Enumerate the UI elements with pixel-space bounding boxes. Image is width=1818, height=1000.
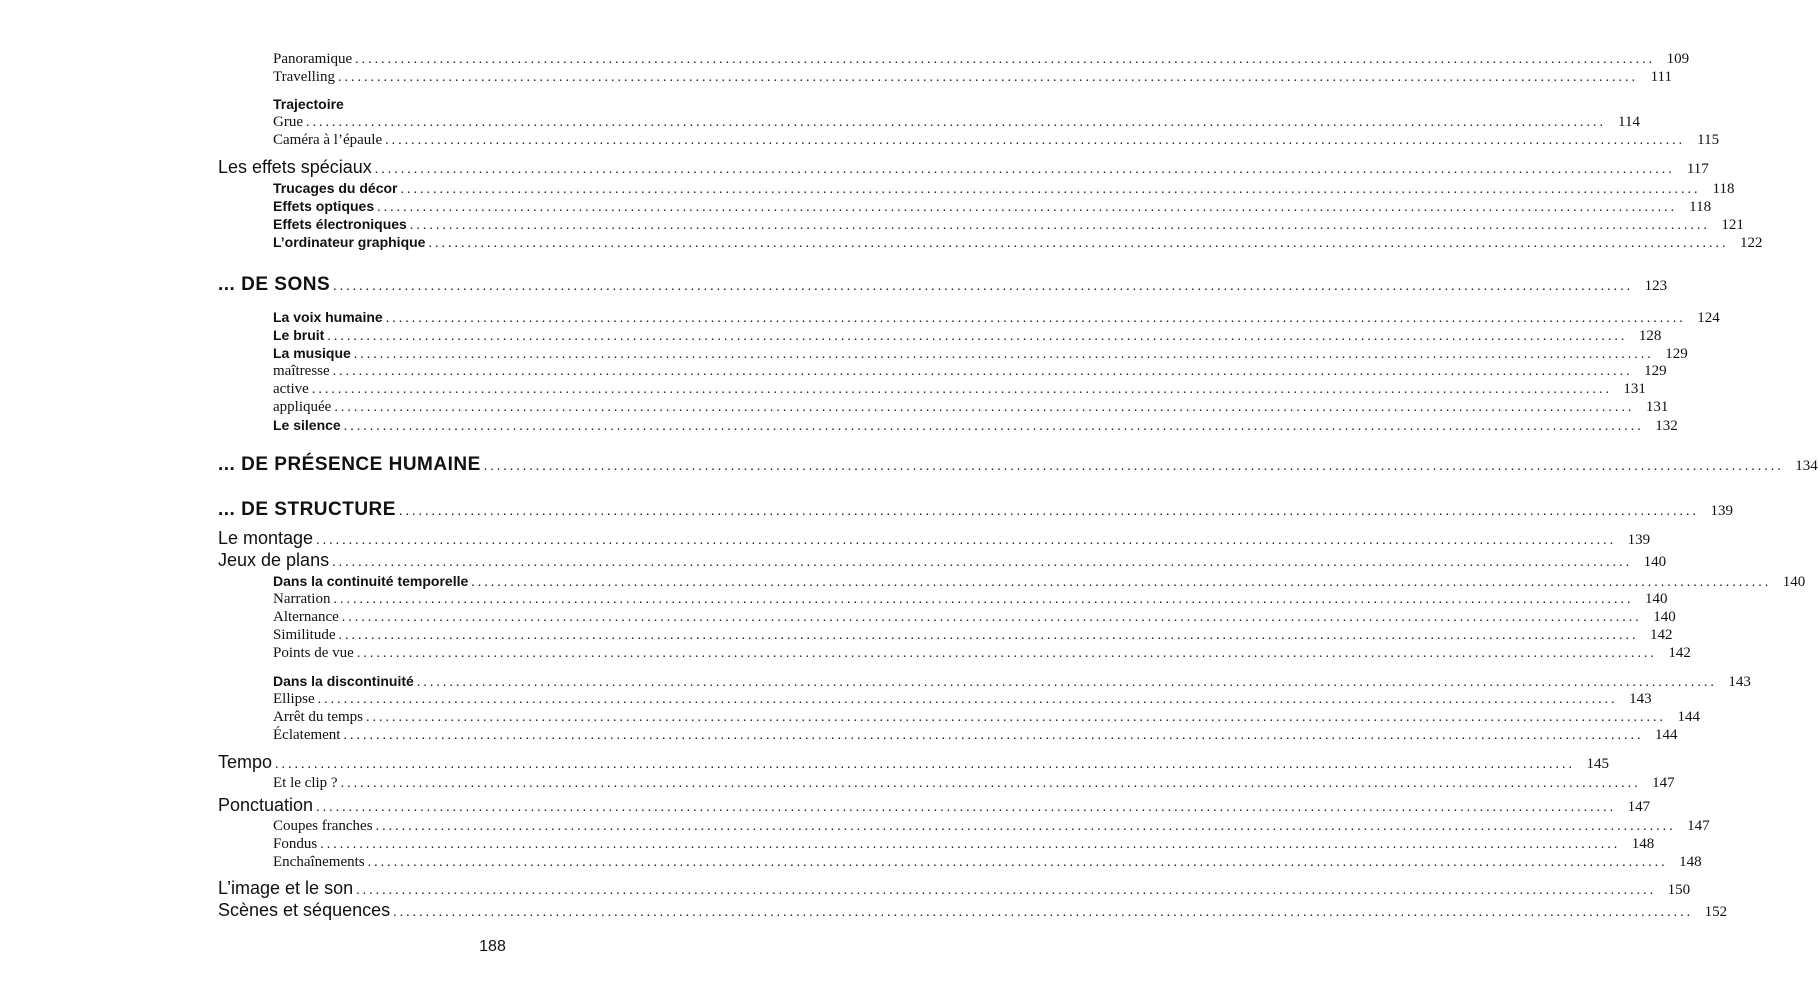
toc-dot-leader: ........................................................................................................................................................................................................ (375, 819, 1676, 834)
toc-dot-leader: ........................................................................................................................................................................................................ (316, 533, 1617, 548)
toc-entry-label: Caméra à l’épaule (273, 132, 383, 148)
toc-entry-page: 142 (1668, 645, 1691, 661)
toc-dot-leader: ........................................................................................................................................................................................................ (374, 162, 1675, 177)
toc-entry-label: Le silence (273, 417, 341, 433)
toc-entry (273, 818, 1710, 835)
toc-entry-page: 117 (1686, 161, 1709, 177)
toc-entry-page: 150 (1667, 882, 1691, 898)
toc-entry-page: 147 (1652, 775, 1675, 791)
toc-entry-label: Trajectoire (273, 96, 344, 112)
toc-entry-page: 147 (1627, 799, 1651, 815)
toc-entry (273, 345, 1688, 363)
toc-dot-leader: ........................................................................................................................................................................................................ (306, 115, 1606, 130)
toc-entry (273, 727, 1678, 744)
toc-dot-leader: ........................................................................................................................................................................................................ (416, 675, 1717, 690)
toc-entry-page: 145 (1586, 756, 1610, 772)
toc-entry-page: 139 (1710, 503, 1733, 519)
toc-entry-label: Grue (273, 114, 303, 130)
toc-entry-page: 115 (1697, 132, 1720, 148)
toc-dot-leader: ........................................................................................................................................................................................................ (471, 575, 1772, 590)
toc-entry (273, 327, 1662, 345)
toc-entry-page: 132 (1655, 418, 1678, 434)
toc-dot-leader: ........................................................................................................................................................................................................ (316, 800, 1617, 815)
toc-dot-leader: ........................................................................................................................................................................................................ (393, 905, 1694, 920)
toc-entry-page: 144 (1654, 727, 1678, 743)
toc-entry (273, 691, 1652, 708)
toc-entry-label: active (273, 381, 309, 397)
toc-dot-leader: ........................................................................................................................................................................................................ (398, 504, 1699, 519)
toc-entry-label: Jeux de plans (218, 550, 330, 570)
toc-entry-label: Arrêt du temps (273, 709, 363, 725)
toc-entry (273, 69, 1672, 86)
toc-entry-page: 142 (1650, 627, 1673, 643)
toc-entry (273, 180, 1735, 198)
toc-entry (273, 836, 1655, 853)
toc-entry-page: 124 (1697, 310, 1720, 326)
toc-entry-page: 118 (1712, 181, 1735, 197)
toc-dot-leader: ........................................................................................................................................................................................................ (338, 628, 1639, 643)
toc-entry-label: appliquée (273, 399, 332, 415)
toc-entry-page: 121 (1721, 217, 1744, 233)
toc-entry-page: 140 (1643, 554, 1667, 570)
toc-entry (218, 157, 1709, 178)
toc-entry-page: 147 (1687, 818, 1710, 834)
toc-entry (218, 900, 1728, 921)
toc-entry-label: Ellipse (273, 691, 315, 707)
toc-entry-label: Alternance (273, 609, 339, 625)
toc-entry-label: Scènes et séquences (218, 900, 391, 920)
toc-entry-page: 109 (1666, 51, 1690, 67)
toc-entry (218, 499, 1733, 521)
toc-entry (273, 627, 1673, 644)
toc-entry-label: Éclatement (273, 727, 341, 743)
toc-entry-label: Fondus (273, 836, 318, 852)
toc-entry (273, 114, 1640, 131)
toc-entry (218, 550, 1667, 571)
toc-dot-leader: ........................................................................................................................................................................................................ (343, 419, 1644, 434)
toc-entry (273, 216, 1744, 234)
toc-entry-page: 114 (1618, 114, 1640, 130)
toc-dot-leader: ........................................................................................................................................................................................................ (483, 459, 1784, 474)
toc-entry-label: Narration (273, 591, 331, 607)
toc-entry-page: 134 (1795, 458, 1818, 474)
toc-dot-leader: ........................................................................................................................................................................................................ (355, 52, 1656, 67)
toc-dot-leader: ........................................................................................................................................................................................................ (332, 364, 1633, 379)
toc-dot-leader: ........................................................................................................................................................................................................ (327, 329, 1628, 344)
toc-entry-page: 143 (1629, 691, 1652, 707)
toc-entry-page: 129 (1644, 363, 1667, 379)
toc-entry (218, 528, 1651, 549)
toc-entry (273, 132, 1720, 149)
toc-entry (218, 878, 1691, 899)
toc-dot-leader: ........................................................................................................................................................................................................ (385, 133, 1686, 148)
toc-dot-leader: ........................................................................................................................................................................................................ (334, 400, 1635, 415)
toc-dot-leader: ........................................................................................................................................................................................................ (365, 710, 1666, 725)
toc-entry-label: Travelling (273, 69, 335, 85)
toc-entry (273, 417, 1678, 435)
toc-entry (218, 752, 1610, 773)
toc-dot-leader: ........................................................................................................................................................................................................ (400, 182, 1701, 197)
toc-entry-label: Points de vue (273, 645, 354, 661)
toc-entry-page: 131 (1623, 381, 1646, 397)
toc-dot-leader: ........................................................................................................................................................................................................ (377, 200, 1678, 215)
toc-entry (273, 399, 1669, 416)
toc-dot-leader: ........................................................................................................................................................................................................ (367, 855, 1668, 870)
toc-entry-page: 143 (1728, 674, 1751, 690)
toc-entry-page: 148 (1631, 836, 1655, 852)
toc-entry (273, 234, 1763, 252)
toc-dot-leader: ........................................................................................................................................................................................................ (332, 555, 1633, 570)
toc-entry-page: 140 (1782, 574, 1806, 590)
toc-entry (218, 274, 1668, 296)
toc-entry-label: Dans la continuité temporelle (273, 573, 469, 589)
toc-entry-page: 111 (1650, 69, 1672, 85)
toc-entry-label: Le bruit (273, 327, 325, 343)
toc-entry-label: Coupes franches (273, 818, 373, 834)
toc-dot-leader: ........................................................................................................................................................................................................ (311, 382, 1612, 397)
toc-entry-label: La voix humaine (273, 309, 383, 325)
toc-entry (273, 198, 1712, 216)
toc-entry (273, 51, 1690, 68)
toc-entry-label: ... DE SONS (218, 274, 331, 295)
toc-entry-label: Enchaînements (273, 854, 365, 870)
toc-dot-leader: ........................................................................................................................................................................................................ (356, 646, 1657, 661)
toc-dot-leader: ........................................................................................................................................................................................................ (337, 70, 1638, 85)
toc-entry-label: L’ordinateur graphique (273, 234, 426, 250)
toc-entry-page: 129 (1665, 346, 1688, 362)
toc-entry (273, 854, 1702, 871)
toc-entry-label: Effets électroniques (273, 216, 407, 232)
toc-entry-label: maîtresse (273, 363, 330, 379)
toc-entry-label: Trucages du décor (273, 180, 398, 196)
toc-entry (218, 454, 1818, 476)
toc-entry-label: Ponctuation (218, 795, 314, 815)
toc-entry-label: ... DE STRUCTURE (218, 499, 396, 520)
toc-entry (273, 591, 1668, 608)
toc-dot-leader: ........................................................................................................................................................................................................ (333, 279, 1634, 294)
toc-entry-page: 140 (1644, 591, 1668, 607)
toc-dot-leader: ........................................................................................................................................................................................................ (343, 728, 1644, 743)
toc-dot-leader: ........................................................................................................................................................................................................ (333, 592, 1634, 607)
toc-entry (218, 795, 1651, 816)
toc-entry (273, 573, 1806, 591)
toc-entry (273, 363, 1667, 380)
toc-entry-label: Similitude (273, 627, 336, 643)
toc-entry-label: Panoramique (273, 51, 353, 67)
toc-entry-page: 140 (1653, 609, 1676, 625)
toc-entry (273, 709, 1700, 726)
toc-dot-leader: ........................................................................................................................................................................................................ (353, 347, 1654, 362)
toc-dot-leader: ........................................................................................................................................................................................................ (317, 692, 1618, 707)
toc-entry-label: La musique (273, 345, 351, 361)
page-number: 188 (479, 938, 506, 955)
toc-dot-leader: ........................................................................................................................................................................................................ (275, 757, 1576, 772)
toc-entry-page: 122 (1739, 235, 1763, 251)
toc-dot-leader: ........................................................................................................................................................................................................ (409, 218, 1710, 233)
toc-entry-page: 144 (1677, 709, 1700, 725)
toc-dot-leader: ........................................................................................................................................................................................................ (340, 776, 1641, 791)
toc-entry-label: L’image et le son (218, 878, 354, 898)
toc-entry-page: 148 (1679, 854, 1702, 870)
toc-entry-page: 139 (1627, 532, 1651, 548)
toc-entry-label: Dans la discontinuité (273, 673, 414, 689)
toc-entry (273, 609, 1676, 626)
toc-entry-label: ... DE PRÉSENCE HUMAINE (218, 454, 481, 475)
toc-dot-leader: ........................................................................................................................................................................................................ (428, 236, 1729, 251)
toc-dot-leader: ........................................................................................................................................................................................................ (356, 883, 1657, 898)
toc-entry-label: Le montage (218, 528, 314, 548)
toc-entry-label: Et le clip ? (273, 775, 338, 791)
toc-dot-leader: ........................................................................................................................................................................................................ (320, 837, 1621, 852)
toc-entry-label: Effets optiques (273, 198, 375, 214)
toc-entry-page: 123 (1644, 278, 1668, 294)
toc-entry-page: 118 (1689, 199, 1712, 215)
toc-entry (273, 645, 1691, 662)
toc-dot-leader: ........................................................................................................................................................................................................ (385, 311, 1686, 326)
toc-entry (273, 381, 1646, 398)
toc-entry-page: 152 (1704, 904, 1728, 920)
toc-entry-label: Les effets spéciaux (218, 157, 372, 177)
toc-entry (273, 96, 811, 112)
toc-entry (273, 309, 1720, 327)
toc-dot-leader: ........................................................................................................................................................................................................ (341, 610, 1642, 625)
toc-entry-page: 131 (1645, 399, 1669, 415)
toc-entry (273, 775, 1675, 792)
toc-entry-label: Tempo (218, 752, 273, 772)
toc-entry (273, 673, 1751, 691)
toc-entry-page: 128 (1638, 328, 1662, 344)
